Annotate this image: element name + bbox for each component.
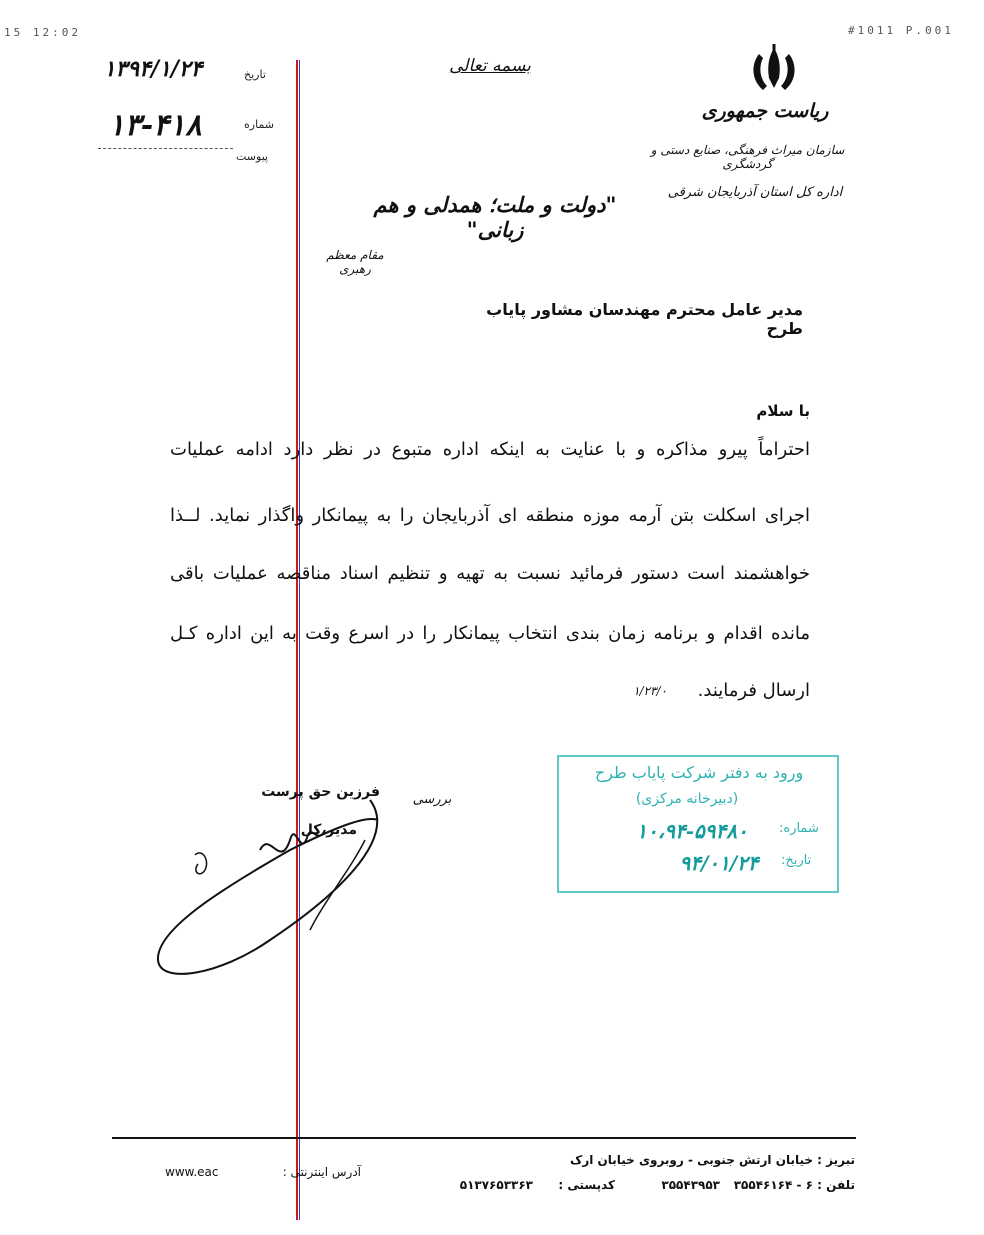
footer-address: تبریز : خیابان ارتش جنوبی - روبروی خیابان ارک [570,1153,855,1167]
stamp-date-label: تاریخ: [781,853,812,868]
number-label: شماره [244,118,275,131]
stamp-number-label: شماره: [779,821,819,836]
date-value: ۱۳۹۴/۱/۲۴ [103,56,203,82]
slogan-attribution: مقام معظم رهبری [326,248,384,276]
body-line-2: اجرای اسکلت بتن آرمه موزه منطقه ای آذربایجان را به پیمانکار واگذار نماید. لــذا [170,505,810,526]
footer-postal-code: ۵۱۳۷۶۵۳۳۶۳ [459,1178,533,1192]
signatory-name: فرزین حق پرست [261,784,380,800]
footer-website[interactable]: www.eac [165,1165,219,1179]
attachment-label: پیوست [236,150,269,163]
body-line-5: ارسال فرمایند. [697,680,810,701]
stamp-line-1: ورود به دفتر شرکت پایاب طرح [594,763,804,782]
fax-header-right: #1011 P.001 [848,24,954,37]
addressee: مدیر عامل محترم مهندسان مشاور پایاب طرح [486,300,803,338]
footer-phone: تلفن : ۶ - ۳۵۵۴۶۱۶۴ [733,1178,855,1192]
body-line-4: مانده اقدام و برنامه زمان بندی انتخاب پیمانکار را در اسرع وقت به این اداره کـل [170,623,810,644]
fax-header-left: 15 12:02 [4,26,81,39]
margin-note: بررسی [412,792,452,807]
number-value: ۱۳-۴۱۸ [108,108,202,143]
signatory-title: مدیر کل [300,822,357,838]
stamp-date-value: ۹۴/۰۱/۲۴ [679,851,759,875]
date-label: تاریخ [244,68,266,81]
footer-website-label: آدرس اینترنتی : [282,1165,361,1179]
stamp-number-value: ۱۰،۹۴-۵۹۴۸۰ [636,819,748,843]
number-underline [98,148,233,149]
greeting: با سلام [756,402,810,420]
slogan: "دولت و ملت؛ همدلی و هم زبانی" [373,192,617,242]
org-presidency: ریاست جمهوری [701,100,829,122]
handwritten-date: ۱/۲۳/۰ [633,684,667,698]
footer-postal-label: کدپستی : [558,1178,615,1192]
footer-fax: ۳۵۵۴۳۹۵۳ [661,1178,720,1192]
signature-scribble [150,780,400,990]
incoming-stamp [557,755,839,893]
body-line-1: احتراماً پیرو مذاکره و با عنایت به اینکه اداره متبوع در نظر دارد ادامه عملیات [170,439,810,460]
invocation: بسمه تعالی [449,56,531,76]
org-name: سازمان میراث فرهنگی، صنایع دستی و گردشگری [650,143,845,171]
body-line-3: خواهشمند است دستور فرمائید نسبت به تهیه و تنظیم اسناد مناقصه عملیات باقی [170,563,810,584]
stamp-line-2: (دبیرخانه مرکزی) [635,791,739,807]
iran-emblem-icon [745,44,803,98]
org-office: اداره کل استان آذربایجان شرقی [667,185,843,200]
footer-rule [112,1137,856,1139]
